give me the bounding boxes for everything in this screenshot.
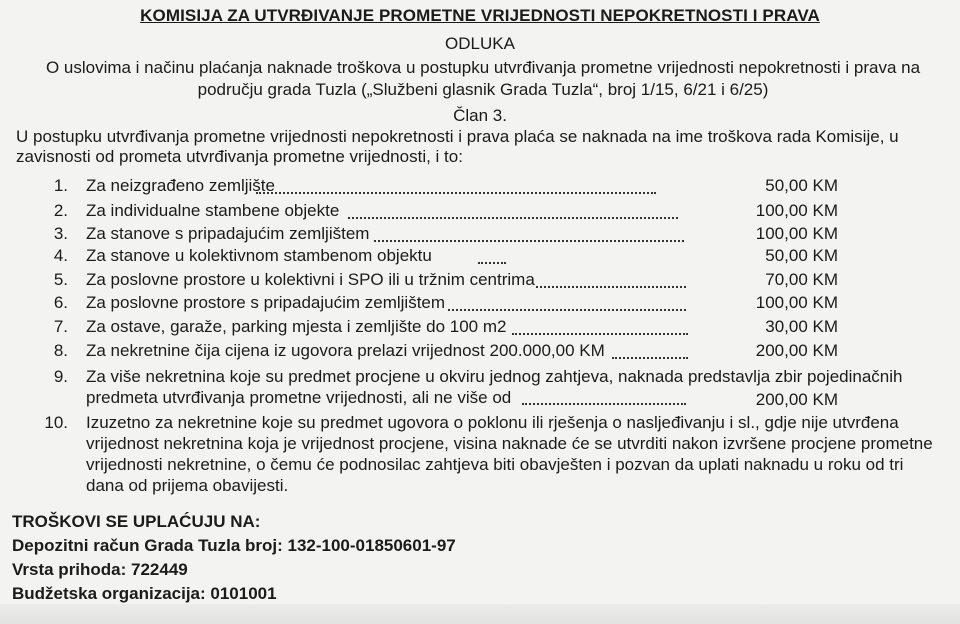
leader-dots — [612, 356, 688, 359]
fee-item-label: Za poslovne prostore u kolektivni i SPO ili u tržnim centrima — [86, 270, 535, 289]
fee-item-number: 4. — [53, 246, 68, 265]
fee-item-multi — [0, 366, 960, 410]
fee-item-text — [86, 412, 936, 496]
fee-item-amount: 70,00 KM — [765, 270, 838, 289]
fee-item-number: 6. — [53, 293, 68, 312]
fee-item-number: 3. — [53, 224, 68, 243]
fee-item — [0, 201, 960, 223]
fee-item-line: vrijednost nekretnina koja je vrijednost procjene, visina naknade će se utvrditi nakon izvršene procjene prometne — [86, 434, 933, 453]
intro-line-2: zavisnosti od prometa utvrđivanja prometne vrijednosti, i to: — [16, 147, 463, 166]
fee-item-number: 2. — [53, 201, 68, 220]
deposit-account: Depozitni račun Grada Tuzla broj: 132-100-01850601-97 — [12, 536, 456, 555]
leader-dots — [536, 285, 686, 288]
decision-title — [18, 57, 948, 101]
fee-item-number: 9. — [53, 367, 68, 386]
leader-dots — [348, 216, 678, 219]
intro-line-1: U postupku utvrđivanja prometne vrijednosti nepokretnosti i prava plaća se naknada na ime troškova rada Komisije, u — [16, 127, 899, 146]
fee-item-amount: 200,00 KM — [755, 341, 838, 360]
revenue-type: Vrsta prihoda: 722449 — [12, 560, 188, 579]
fee-item-amount: 100,00 KM — [755, 201, 838, 220]
fee-item — [0, 341, 960, 363]
leader-dots — [522, 402, 686, 405]
document-type: ODLUKA — [445, 34, 515, 53]
fee-item-number: 7. — [53, 317, 68, 336]
commission-title: KOMISIJA ZA UTVRĐIVANJE PROMETNE VRIJEDNOSTI NEPOKRETNOSTI I PRAVA — [140, 6, 820, 25]
fee-item-label: Za nekretnine čija cijena iz ugovora prelazi vrijednost 200.000,00 KM — [86, 341, 605, 360]
fee-item-amount: 100,00 KM — [755, 293, 838, 312]
leader-dots — [448, 308, 686, 311]
decision-title-line-2: području grada Tuzla („Službeni glasnik Grada Tuzla“, broj 1/15, 6/21 i 6/25) — [197, 80, 769, 99]
fee-item — [0, 246, 960, 268]
fee-item-label: Za ostave, garaže, parking mjesta i zemljište do 100 m2 — [86, 317, 507, 336]
fee-item-line: Za više nekretnina koje su predmet procjene u okviru jednog zahtjeva, naknada predstavlja zbir pojedinačnih — [86, 367, 903, 386]
fee-item — [0, 270, 960, 292]
fee-item-number: 10. — [44, 413, 68, 432]
leader-dots — [512, 332, 688, 335]
fee-item-label: Za neizgrađeno zemljište — [86, 176, 275, 195]
fee-item-amount: 30,00 KM — [765, 317, 838, 336]
fee-item-amount: 50,00 KM — [765, 176, 838, 195]
fee-item-line: vrijednosti nekretnine, o čemu će podnosilac zahtjeva biti obavješten i pozvan da uplati naknadu u roku od tri — [86, 455, 904, 474]
fee-item — [0, 224, 960, 246]
payment-heading: TROŠKOVI SE UPLAĆUJU NA: — [12, 512, 261, 531]
fee-item-number: 8. — [53, 341, 68, 360]
fee-item-label: Za stanove s pripadajućim zemljištem — [86, 224, 370, 243]
fee-item-number: 1. — [53, 176, 68, 195]
fee-item-line: dana od prijema obavijesti. — [86, 476, 289, 495]
fee-item — [0, 176, 960, 198]
leader-dots — [478, 261, 506, 264]
fee-item-amount: 100,00 KM — [755, 224, 838, 243]
fee-item — [0, 293, 960, 315]
fee-item-number: 5. — [53, 270, 68, 289]
fee-item-label: Za poslovne prostore s pripadajućim zemljištem — [86, 293, 446, 312]
fee-item-multi — [0, 412, 960, 500]
leader-dots — [256, 191, 656, 194]
fee-item-label: Za stanove u kolektivnom stambenom objektu — [86, 246, 432, 265]
fee-item-line: predmeta utvrđivanja prometne vrijednosti, ali ne više od — [86, 388, 512, 407]
decision-title-line-1: O uslovima i načinu plaćanja naknade troškova u postupku utvrđivanja prometne vrijednosti nepokretnosti i prava na — [45, 58, 921, 77]
leader-dots — [374, 239, 684, 242]
article-heading: Član 3. — [453, 106, 507, 125]
fee-item-amount: 50,00 KM — [765, 246, 838, 265]
page-bottom-edge — [0, 604, 960, 624]
budget-organization: Budžetska organizacija: 0101001 — [12, 584, 277, 603]
fee-item — [0, 317, 960, 339]
fee-item-label: Za individualne stambene objekte — [86, 201, 340, 220]
intro-paragraph — [16, 127, 946, 167]
fee-item-amount: 200,00 KM — [755, 390, 838, 409]
fee-item-line: Izuzetno za nekretnine koje su predmet ugovora o poklonu ili rješenja o nasljeđivanju i sl., gdje nije utvrđena — [86, 413, 899, 432]
